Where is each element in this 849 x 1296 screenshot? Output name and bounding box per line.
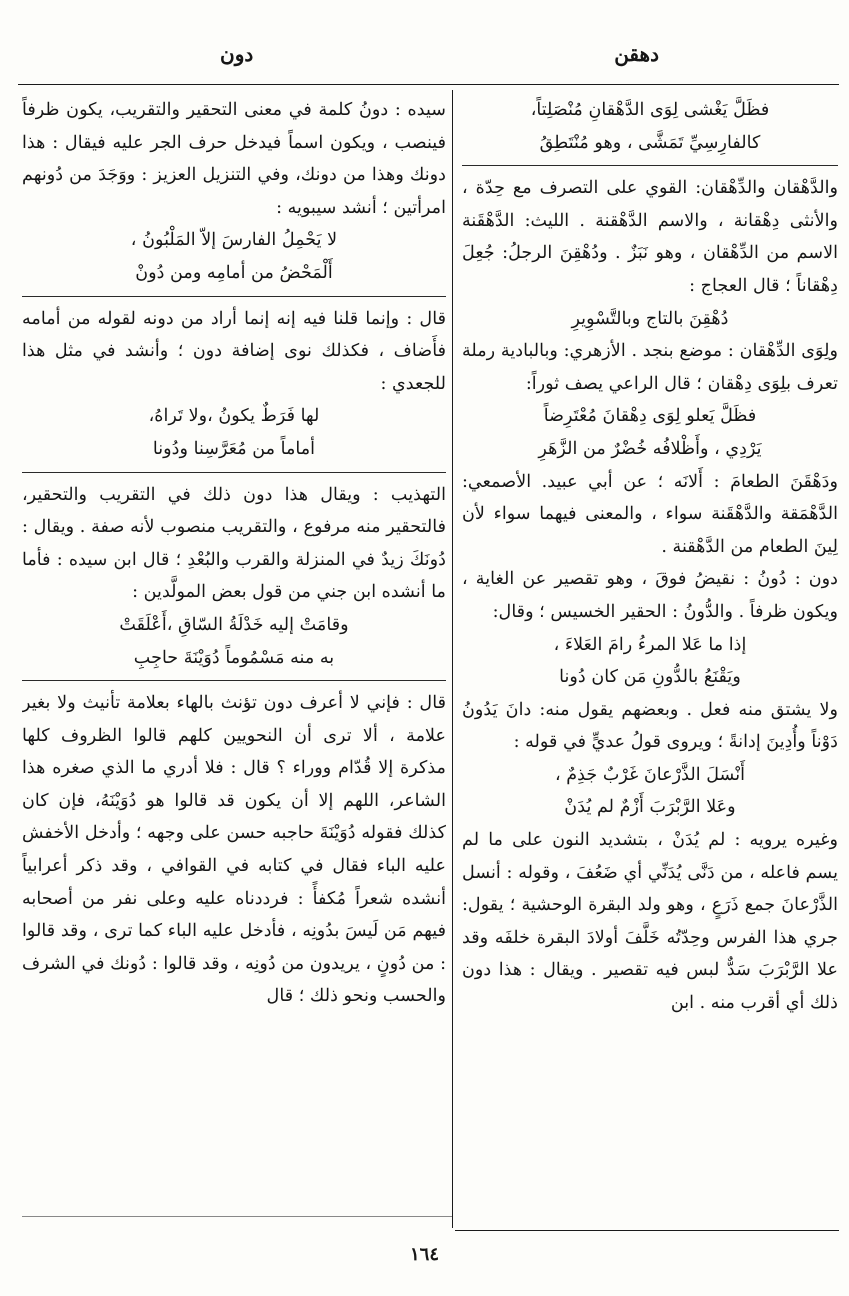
verse-line: وقامَتْ إليه خَدْلَةُ السّاقِ ،أَعْلَقَتْ xyxy=(119,614,349,635)
paragraph: ولا يشتق منه فعل . وبعضهم يقول منه: دانَ يَدُونُ دَوْناً وأُدِينَ إدانةً ؛ ويروى قولُ عديٍّ في قوله : xyxy=(462,699,838,753)
paragraph: وغيره يرويه : لم يُدَنْ ، بتشديد النون على ما لم يسم فاعله ، من دَنَّى يُدَنِّي أي ضَعُفَ ، وقوله : أنسل الذَّرْعانَ جمع ذَرَعٍ ، وهو ولد البقرة الوحشية ؛ يقول: جري هذا الفرس وحِدّتُه خَلَّفَ أولادَ البقرة خلفَه وقد علا الرَّبْرَبَ سَدٌّ لبس فيه تقصير . ويقال : هذا دون ذلك أي أقرب منه . ابن xyxy=(462,830,838,1014)
verse-line: إذا ما عَلا المرءُ رامَ العَلاءَ ، xyxy=(553,634,747,655)
verse-line: لا يَحْمِلُ الفارسَ إلاّ المَلْبُونُ ، xyxy=(130,230,338,251)
paragraph: سيده : دونُ كلمة في معنى التحقير والتقريب، يكون ظرفاً فينصب ، ويكون اسماً فيدخل حرف الجر عليه فيقال : هذا دونك وهذا من دونك، وفي التنزيل العزيز : ووَجَدَ من دُونهم امرأتين ؛ أنشد سيبويه : xyxy=(22,100,446,218)
paragraph: والدَّهْقان والدِّهْقان: القوي على التصرف مع حِدّة ، والأنثى دِهْقانة ، والاسم الدَّهْقنة . الليث: الدَّهْقَنة الاسم من الدِّهْقان ، وهو نَبَزٌ . ودُهْقِنَ الرجلُ: جُعِلَ دِهْقاناً ؛ قال العجاج : xyxy=(462,178,838,296)
paragraph: قال : وإنما قلنا فيه إنه إنما أراد من دونه لقوله من أمامه فأَضاف ، فكذلك نوى إضافة دون ؛ وأنشد في مثل هذا للجعدي : xyxy=(22,308,446,394)
verse-line: لها فَرَطٌ يكونُ ،ولا تَراهُ، xyxy=(148,406,320,427)
verse-line: ويَقْنَعُ بالدُّونِ مَن كان دُونا xyxy=(559,667,741,688)
section-separator xyxy=(22,296,446,297)
header-word-left: دون xyxy=(220,42,254,66)
header-rule xyxy=(18,84,839,85)
section-separator xyxy=(22,472,446,473)
paragraph: ولِوَى الدِّهْقان : موضع بنجد . الأزهري: وبالبادية رملة تعرف بلِوَى دِهْقان ؛ قال الراعي يصف ثوراً: xyxy=(462,341,838,394)
paragraph: التهذيب : ويقال هذا دون ذلك في التقريب والتحقير، فالتحقير منه مرفوع ، والتقريب منصوب لأنه صفة . ويقال : دُونَكَ زيدٌ في المنزلة والقرب والبُعْدِ ؛ قال ابن سيده : فأما ما أنشده ابن جني من قول بعض المولَّدين : xyxy=(22,484,446,603)
section-separator xyxy=(462,165,838,166)
verse-line: أماماً من مُعَرَّسِنا ودُونا xyxy=(152,438,316,459)
verse xyxy=(22,400,446,465)
verse-line: فظَلَّ يَعلو لِوَى دِهْقانَ مُعْتَرِضاً xyxy=(543,406,757,427)
verse xyxy=(462,303,838,336)
verse-line: دُهْقِنَ بالتاج وبالتَّسْوِيرِ xyxy=(571,308,729,329)
left-column xyxy=(22,94,446,1224)
column-divider xyxy=(452,90,453,1228)
right-column xyxy=(462,94,838,1224)
paragraph: قال : فإني لا أعرف دون تؤنث بالهاء بعلامة تأنيث ولا بغير علامة ، ألا ترى أن النحويين كلهم قالوا الظروف كلها مذكرة إلا قُدّام ووراء ؟ قال : فلا أدري ما الذي صغره هذا الشاعر، اللهم إلا أن يكون قد قالوا هو دُوَيْنَهُ، فإن كان كذلك فقوله دُوَيْنَةَ حاجبه حسن على وجهه ؛ وأدخل الأخفش عليه الباء فقال في كتابه في القوافي ، وقد ذكر أعرابياً أنشده شعراً مُكفأً : فرددناه عليه وعلى نفر من أصحابه فيهم مَن لَيسَ بدُونِه ، فأدخل عليه الباء كما ترى ، وقد قالوا : من دُونٍ ، يريدون من دُونِه ، وقد قالوا : دُونك في الشرف والحسب ونحو ذلك ؛ قال xyxy=(22,693,446,1007)
verse xyxy=(462,400,838,465)
footer-rule-left xyxy=(22,1216,452,1217)
header-word-right: دهقن xyxy=(614,42,659,66)
verse-line: أَنْسَلَ الذَّرْعانَ غَرْبٌ جَذِمٌ ، xyxy=(554,764,746,785)
page-number: ١٦٤ xyxy=(409,1244,439,1265)
verse xyxy=(22,224,446,289)
section-separator xyxy=(22,680,446,681)
verse xyxy=(22,609,446,674)
verse xyxy=(462,759,838,824)
verse xyxy=(462,94,838,159)
paragraph: ودَهْقَنَ الطعامَ : أَلانَه ؛ عن أبي عبيد. الأصمعي: الدَّهْمَقة والدَّهْقَنة سواء ، والمعنى فيهما سواء لأن لِينَ الطعام من الدَّهْقنة . xyxy=(462,471,838,557)
verse-line: أَلْمَحْضُ من أمامِه ومن دُونْ xyxy=(135,262,333,283)
verse-line: كالفارِسِيِّ تَمَشَّى ، وهو مُنْتَطِقُ xyxy=(539,132,761,153)
entry-paragraph: دون : دُونُ : نقيضُ فوقَ ، وهو تقصير عن الغاية ، ويكون ظرفاً . والدُّونُ : الحقير الخسيس ؛ وقال: xyxy=(462,569,838,622)
verse-line: يَرْدِي ، وأَظْلافُه خُضْرٌ من الزَّهَرِ xyxy=(538,438,762,459)
footer-rule xyxy=(455,1230,839,1231)
verse xyxy=(462,629,838,694)
verse-line: وعَلا الرَّبْرَبَ أَزْمٌ لم يُدَنْ xyxy=(564,797,736,818)
verse-line: فظَلَّ يَغْشى لِوَى الدَّهْقانِ مُنْصَلِتاً، xyxy=(530,100,770,120)
verse-line: به منه مَسْمُوماً دُوَيْنَةَ حاجِبِ xyxy=(133,647,335,668)
